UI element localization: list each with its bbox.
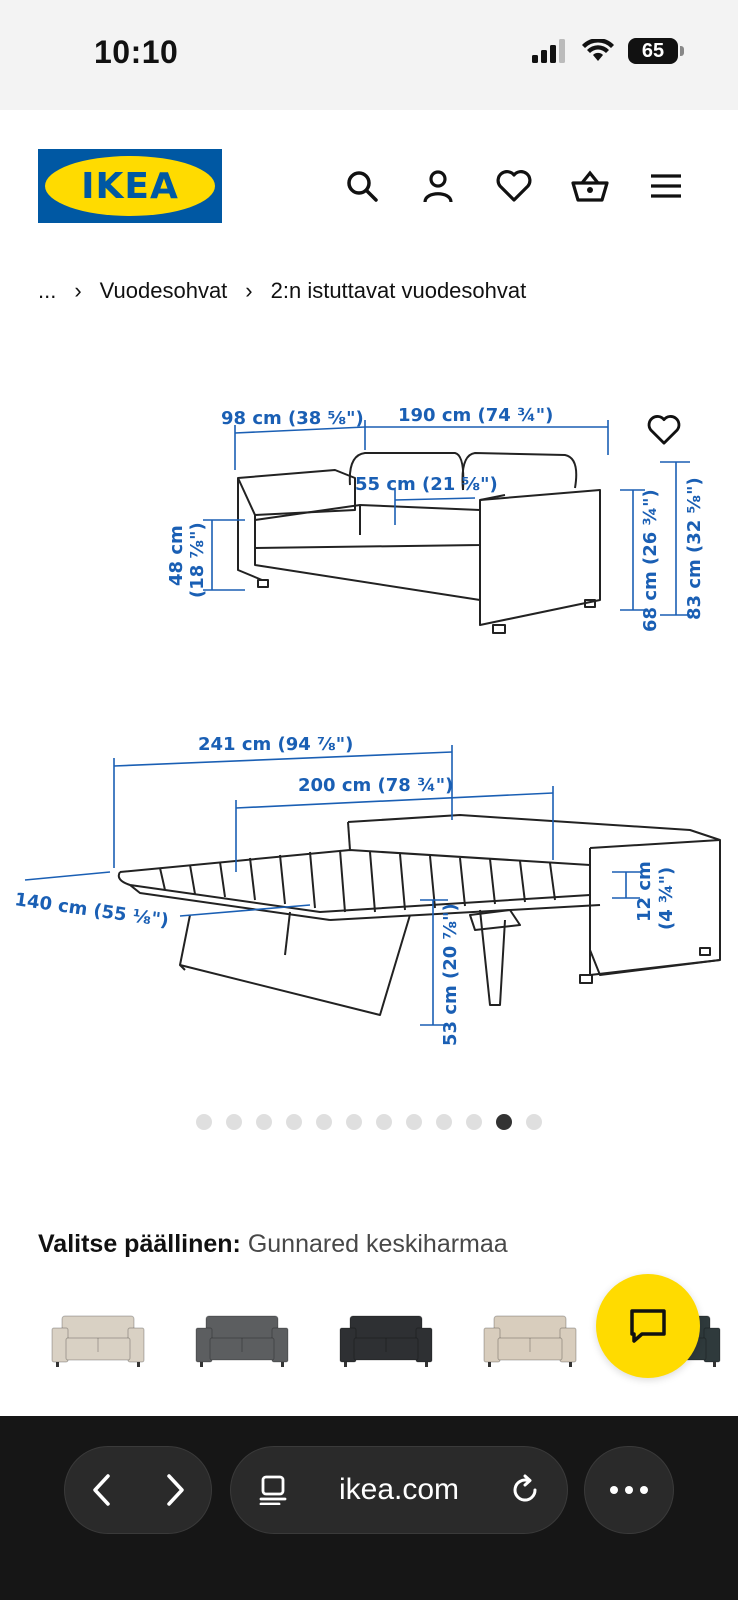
cover-swatch-light-beige[interactable]	[470, 1300, 590, 1380]
cover-selector-heading	[38, 1230, 508, 1259]
nav-controls	[64, 1446, 212, 1534]
carousel-dot[interactable]	[466, 1114, 482, 1130]
dim-seat-height-in: (18 ⅞")	[187, 522, 208, 598]
breadcrumb-item-2n-istuttavat[interactable]: 2:n istuttavat vuodesohvat	[270, 278, 527, 303]
basket-icon[interactable]	[570, 166, 610, 206]
carousel-dot[interactable]	[406, 1114, 422, 1130]
heart-icon[interactable]	[494, 166, 534, 206]
breadcrumb-ellipsis[interactable]: ...	[38, 278, 57, 303]
cover-swatch-beige[interactable]	[38, 1300, 158, 1380]
dim-seat-height: 48 cm	[166, 525, 187, 586]
heart-icon	[646, 414, 682, 446]
carousel-dot[interactable]	[286, 1114, 302, 1130]
breadcrumb	[38, 278, 526, 304]
status-bar	[0, 0, 738, 110]
dim-mattress-thickness: 12 cm	[634, 861, 655, 922]
carousel-dots[interactable]	[196, 1114, 542, 1130]
url-text: ikea.com	[338, 1473, 460, 1506]
carousel-dot[interactable]	[256, 1114, 272, 1130]
header-icons	[342, 166, 686, 206]
status-icons	[532, 38, 678, 64]
dim-bed-length: 200 cm (78 ¾")	[298, 775, 454, 796]
status-time: 10:10	[94, 34, 179, 70]
dim-total-width: 190 cm (74 ¾")	[398, 405, 554, 426]
carousel-dot[interactable]	[496, 1114, 512, 1130]
cellular-signal-icon	[532, 39, 568, 63]
profile-icon[interactable]	[418, 166, 458, 206]
ellipsis-icon	[609, 1485, 649, 1495]
dim-arm-width: 98 cm (38 ⅝")	[221, 408, 364, 429]
forward-button[interactable]	[163, 1472, 187, 1508]
product-image-gallery[interactable]	[0, 350, 738, 1090]
chevron-left-icon	[90, 1472, 114, 1508]
search-icon[interactable]	[342, 166, 382, 206]
cover-label: Valitse päällinen:	[38, 1230, 241, 1258]
site-header	[0, 110, 738, 250]
wifi-icon	[582, 39, 614, 63]
dim-mattress-thickness-in: (4 ¾")	[656, 866, 677, 930]
cover-swatch-dark-grey[interactable]	[326, 1300, 446, 1380]
cover-swatch-medium-grey[interactable]	[182, 1300, 302, 1380]
reload-icon[interactable]	[509, 1474, 541, 1506]
dim-seat-depth: 55 cm (21 ⅝")	[355, 474, 498, 495]
ikea-logo[interactable]	[38, 149, 222, 223]
chevron-right-icon: ›	[74, 278, 82, 303]
browser-toolbar	[0, 1416, 738, 1600]
sofa-thumbnail-icon	[480, 1310, 580, 1370]
add-to-favourites-button[interactable]	[644, 410, 684, 450]
dim-arm-height: 68 cm (26 ¾")	[640, 489, 661, 632]
battery-icon: 65	[628, 38, 678, 64]
sofa-thumbnail-icon	[48, 1310, 148, 1370]
carousel-dot[interactable]	[346, 1114, 362, 1130]
chat-icon	[628, 1306, 668, 1346]
cover-value: Gunnared keskiharmaa	[247, 1230, 508, 1258]
back-button[interactable]	[90, 1472, 114, 1508]
chevron-right-icon	[163, 1472, 187, 1508]
sofa-bed-open-view	[119, 815, 720, 1015]
tabs-icon	[259, 1475, 289, 1505]
carousel-dot[interactable]	[316, 1114, 332, 1130]
logo-text: IKEA	[81, 165, 179, 207]
chat-button[interactable]	[596, 1274, 700, 1378]
carousel-dot[interactable]	[376, 1114, 392, 1130]
dim-bed-width: 140 cm (55 ⅛")	[13, 889, 171, 932]
menu-icon[interactable]	[646, 166, 686, 206]
dim-total-height: 83 cm (32 ⅝")	[684, 477, 705, 620]
carousel-dot[interactable]	[196, 1114, 212, 1130]
logo-oval	[45, 156, 215, 216]
sofa-thumbnail-icon	[192, 1310, 292, 1370]
sofa-dimension-drawing	[0, 350, 738, 1090]
carousel-dot[interactable]	[436, 1114, 452, 1130]
dim-bed-length-total: 241 cm (94 ⅞")	[198, 734, 354, 755]
breadcrumb-item-vuodesohvat[interactable]: Vuodesohvat	[99, 278, 228, 303]
chevron-right-icon: ›	[245, 278, 253, 303]
dim-bed-height: 53 cm (20 ⅞")	[440, 903, 461, 1046]
sofa-thumbnail-icon	[336, 1310, 436, 1370]
more-button[interactable]	[584, 1446, 674, 1534]
carousel-dot[interactable]	[226, 1114, 242, 1130]
address-bar[interactable]	[230, 1446, 568, 1534]
carousel-dot[interactable]	[526, 1114, 542, 1130]
